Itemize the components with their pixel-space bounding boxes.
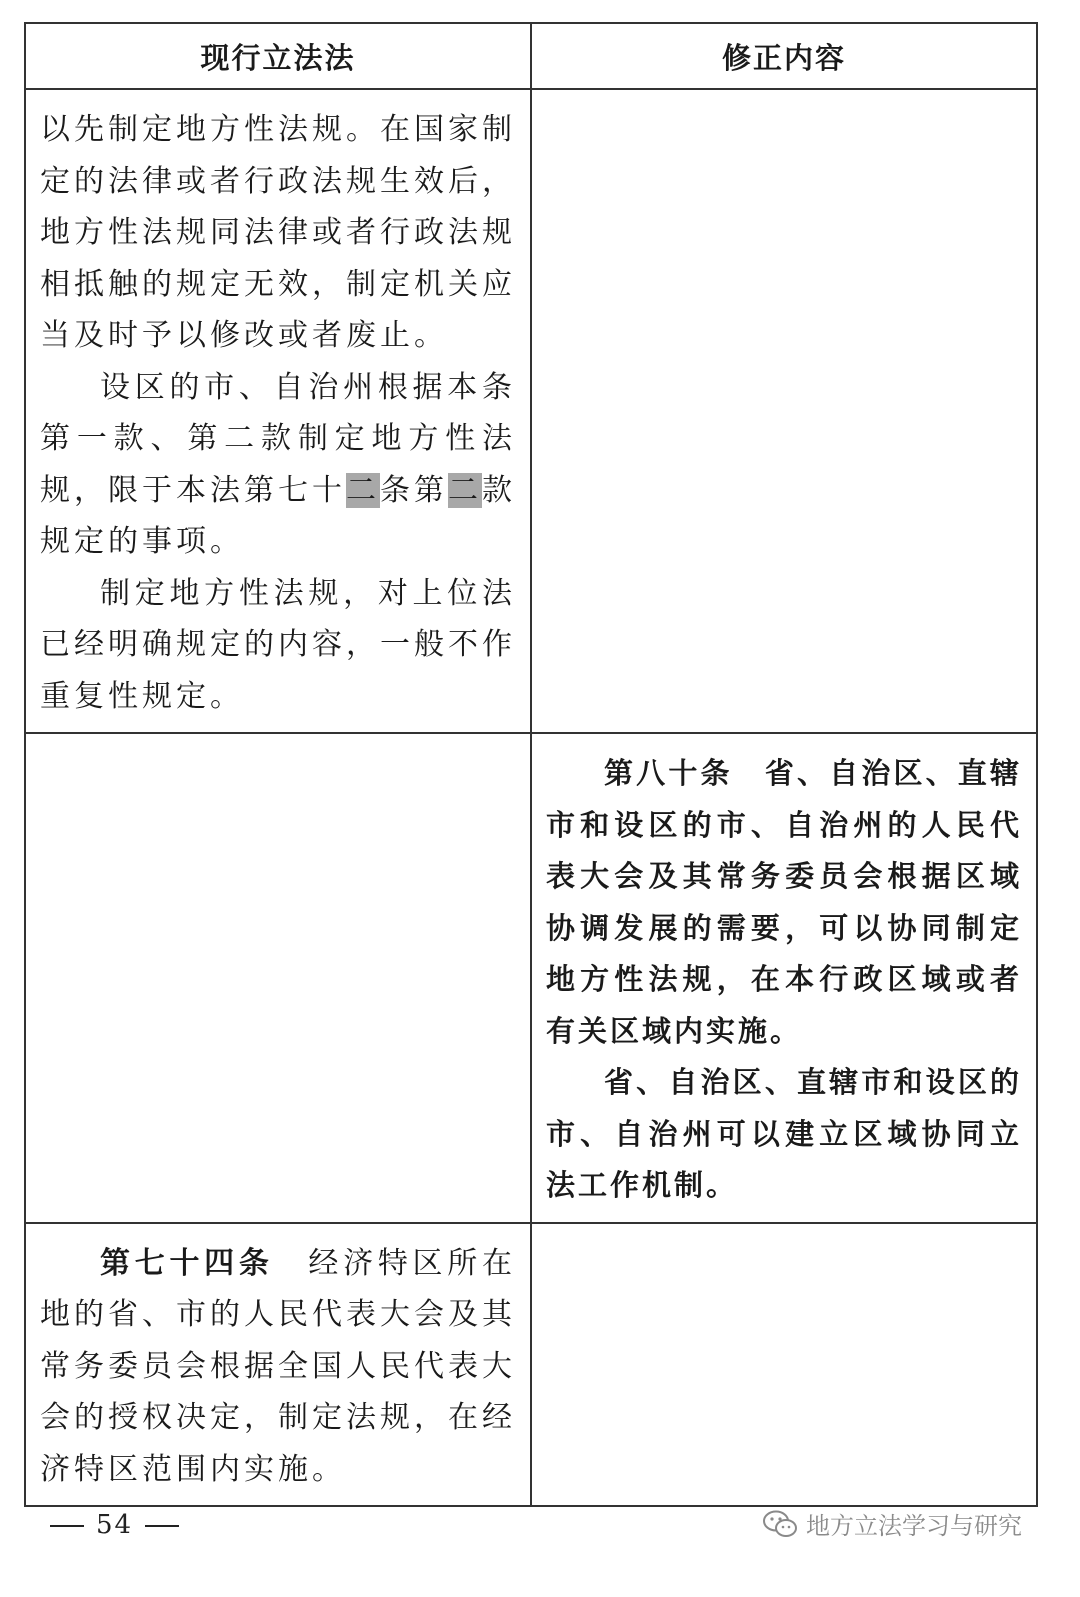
paragraph-text: 经济特区所在地的省、市的人民代表大会及其常务委员会根据全国人民代表大会的授权决定，制定法规，在经济特区范围内实施。 [40,1245,517,1487]
page-number-footer [38,1510,191,1540]
paragraph-text: 省、自治区、直辖市和设区的市、自治州的人民代表大会及其常务委员会根据区域协调发展的需要，可以协同制定地方性法规，在本行政区域或者有关区域内实施。 [546,756,1022,1048]
amendment-cell-empty [531,89,1037,733]
paragraph-text: 款规定的事项。 [40,472,516,559]
table-row [25,89,1037,733]
article-number: 第七十四条 [100,1245,274,1281]
paragraph-text: 设区的市、自治州根据本条第一款、第二款制定地方性法规，限于本法第七十 [40,369,516,508]
amendment-paragraph: 省、自治区、直辖市和设区的市、自治州可以建立区域协同立法工作机制。 [546,1065,1022,1202]
dash-left [50,1525,84,1527]
current-law-paragraph: 制定地方性法规，对上位法已经明确规定的内容，一般不作重复性规定。 [40,575,516,714]
amendment-cell-empty [531,1223,1037,1507]
table-row [25,1223,1037,1507]
highlighted-number: 二 [448,472,482,508]
table-row [25,733,1037,1223]
amendment-cell [531,733,1037,1223]
header-amendment: 修正内容 [531,23,1037,89]
page-number: 54 [96,1510,134,1540]
header-current-law: 现行立法法 [25,23,531,89]
current-law-cell [25,1223,531,1507]
wechat-icon [762,1510,798,1538]
current-law-cell-empty [25,733,531,1223]
dash-right [145,1525,179,1527]
comparison-table [24,22,1038,1507]
article-number: 第八十条 [604,756,733,790]
current-law-cell [25,89,531,733]
watermark-text: 地方立法学习与研究 [806,1512,1022,1540]
paragraph-text: 条第 [380,472,448,508]
current-law-paragraph [40,1238,516,1496]
current-law-paragraph [40,362,516,568]
current-law-paragraph: 以先制定地方性法规。在国家制定的法律或者行政法规生效后，地方性法规同法律或者行政法规相抵触的规定无效，制定机关应当及时予以修改或者废止。 [40,112,516,353]
watermark [762,1506,1022,1541]
amendment-paragraph [546,748,1022,1057]
highlighted-number: 二 [346,472,380,508]
